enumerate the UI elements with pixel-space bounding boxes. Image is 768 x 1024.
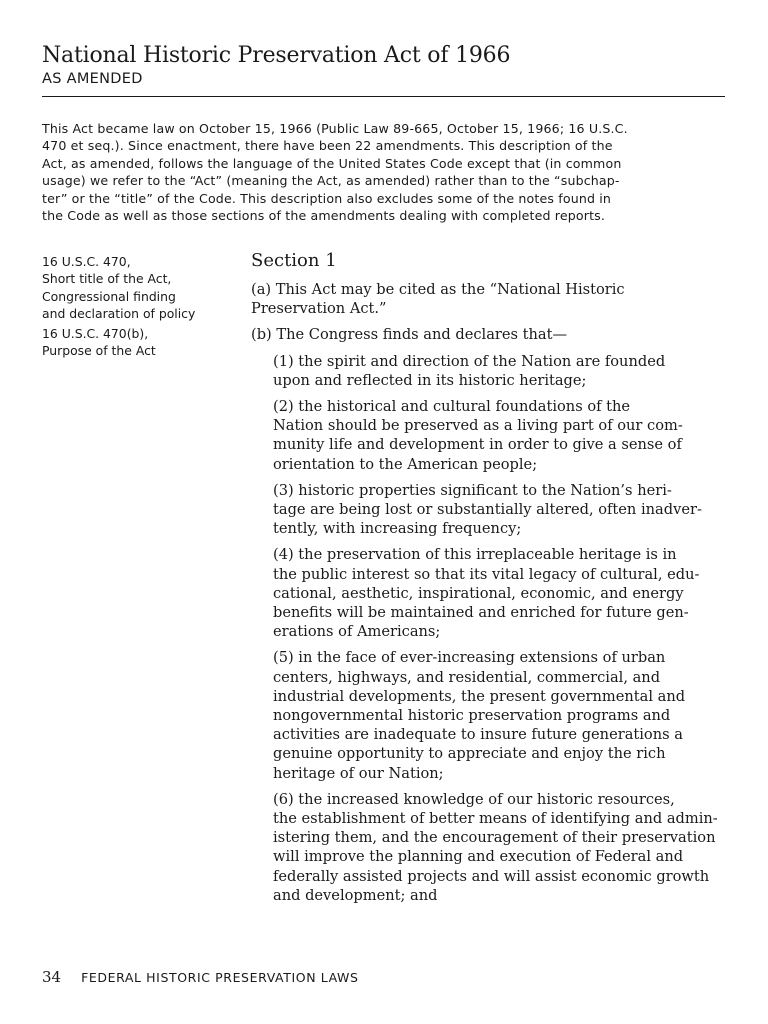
paragraph-line: istering them, and the encouragement of their preservation bbox=[273, 829, 716, 847]
paragraph-line: (5) in the face of ever-increasing extensions of urban bbox=[273, 649, 666, 667]
section-paragraph bbox=[251, 545, 729, 641]
paragraph-line: and development; and bbox=[273, 886, 438, 904]
paragraph-line: activities are inadequate to insure future generations a bbox=[273, 726, 683, 744]
margin-note-short-title bbox=[42, 253, 237, 323]
margin-note-line: 16 U.S.C. 470(b), bbox=[42, 325, 149, 341]
paragraph-line: cational, aesthetic, inspirational, economic, and energy bbox=[273, 584, 684, 602]
paragraph-line: nongovernmental historic preservation programs and bbox=[273, 707, 671, 725]
intro-line: the Code as well as those sections of the amendments dealing with completed reports. bbox=[42, 208, 606, 224]
paragraph-line: orientation to the American people; bbox=[273, 455, 538, 473]
paragraph-line: munity life and development in order to give a sense of bbox=[273, 436, 682, 454]
paragraph-line: Nation should be preserved as a living part of our com- bbox=[273, 417, 683, 435]
page-footer bbox=[42, 968, 359, 986]
paragraph-line: (4) the preservation of this irreplaceable heritage is in bbox=[273, 546, 677, 564]
paragraph-line: will improve the planning and execution of Federal and bbox=[273, 848, 684, 866]
header-rule bbox=[42, 96, 725, 97]
margin-note-line: 16 U.S.C. 470, bbox=[42, 254, 131, 269]
section-paragraphs bbox=[251, 280, 729, 905]
paragraph-line: tently, with increasing frequency; bbox=[273, 520, 522, 538]
paragraph-line: upon and reflected in its historic heritage; bbox=[273, 371, 587, 389]
page-number: 34 bbox=[42, 968, 62, 986]
paragraph-line: (2) the historical and cultural foundations of the bbox=[273, 398, 631, 416]
intro-line: ter” or the “title” of the Code. This description also excludes some of the notes found in bbox=[42, 190, 612, 206]
section-paragraph bbox=[251, 352, 729, 390]
intro-paragraph bbox=[42, 120, 725, 224]
section-paragraph bbox=[251, 481, 729, 539]
section-title: Section 1 bbox=[251, 250, 337, 271]
section-body bbox=[251, 250, 729, 912]
paragraph-line: (b) The Congress finds and declares that— bbox=[251, 326, 568, 344]
paragraph-line: erations of Americans; bbox=[273, 623, 441, 641]
margin-notes bbox=[42, 253, 237, 361]
paragraph-line: (6) the increased knowledge of our historic resources, bbox=[273, 790, 675, 808]
page-subtitle: AS AMENDED bbox=[42, 71, 143, 87]
margin-note-line: Short title of the Act, bbox=[42, 271, 172, 287]
paragraph-line: the public interest so that its vital legacy of cultural, edu- bbox=[273, 565, 700, 583]
section-paragraph bbox=[251, 790, 729, 905]
page-header bbox=[42, 42, 725, 97]
page-title: National Historic Preservation Act of 1966 bbox=[42, 43, 511, 68]
section-paragraph bbox=[251, 397, 729, 474]
intro-line: This Act became law on October 15, 1966 (Public Law 89-665, October 15, 1966; 16 U.S.C. bbox=[42, 121, 628, 136]
section-paragraph bbox=[251, 280, 729, 318]
margin-note-line: Congressional finding bbox=[42, 288, 176, 304]
paragraph-line: the establishment of better means of identifying and admin- bbox=[273, 810, 718, 828]
section-paragraph bbox=[251, 648, 729, 782]
margin-note-purpose bbox=[42, 325, 237, 360]
paragraph-line: tage are being lost or substantially altered, often inadver- bbox=[273, 501, 702, 519]
paragraph-line: industrial developments, the present governmental and bbox=[273, 687, 686, 705]
paragraph-line: (3) historic properties significant to the Nation’s heri- bbox=[273, 481, 672, 499]
margin-note-line: and declaration of policy bbox=[42, 306, 196, 322]
paragraph-line: benefits will be maintained and enriched for future gen- bbox=[273, 604, 689, 622]
paragraph-line: heritage of our Nation; bbox=[273, 764, 444, 782]
margin-note-line: Purpose of the Act bbox=[42, 343, 156, 359]
intro-line: usage) we refer to the “Act” (meaning the Act, as amended) rather than to the “subchap- bbox=[42, 173, 620, 189]
paragraph-line: centers, highways, and residential, commercial, and bbox=[273, 668, 661, 686]
paragraph-line: federally assisted projects and will assist economic growth bbox=[273, 867, 710, 885]
paragraph-line: Preservation Act.” bbox=[251, 300, 387, 318]
intro-line: 470 et seq.). Since enactment, there have been 22 amendments. This description of the bbox=[42, 138, 613, 154]
paragraph-line: (a) This Act may be cited as the “National Historic bbox=[251, 281, 625, 298]
paragraph-line: (1) the spirit and direction of the Nation are founded bbox=[273, 352, 666, 370]
section-paragraph bbox=[251, 325, 729, 344]
paragraph-line: genuine opportunity to appreciate and enjoy the rich bbox=[273, 745, 666, 763]
intro-line: Act, as amended, follows the language of the United States Code except that (in common bbox=[42, 155, 622, 171]
running-title: FEDERAL HISTORIC PRESERVATION LAWS bbox=[81, 970, 359, 985]
